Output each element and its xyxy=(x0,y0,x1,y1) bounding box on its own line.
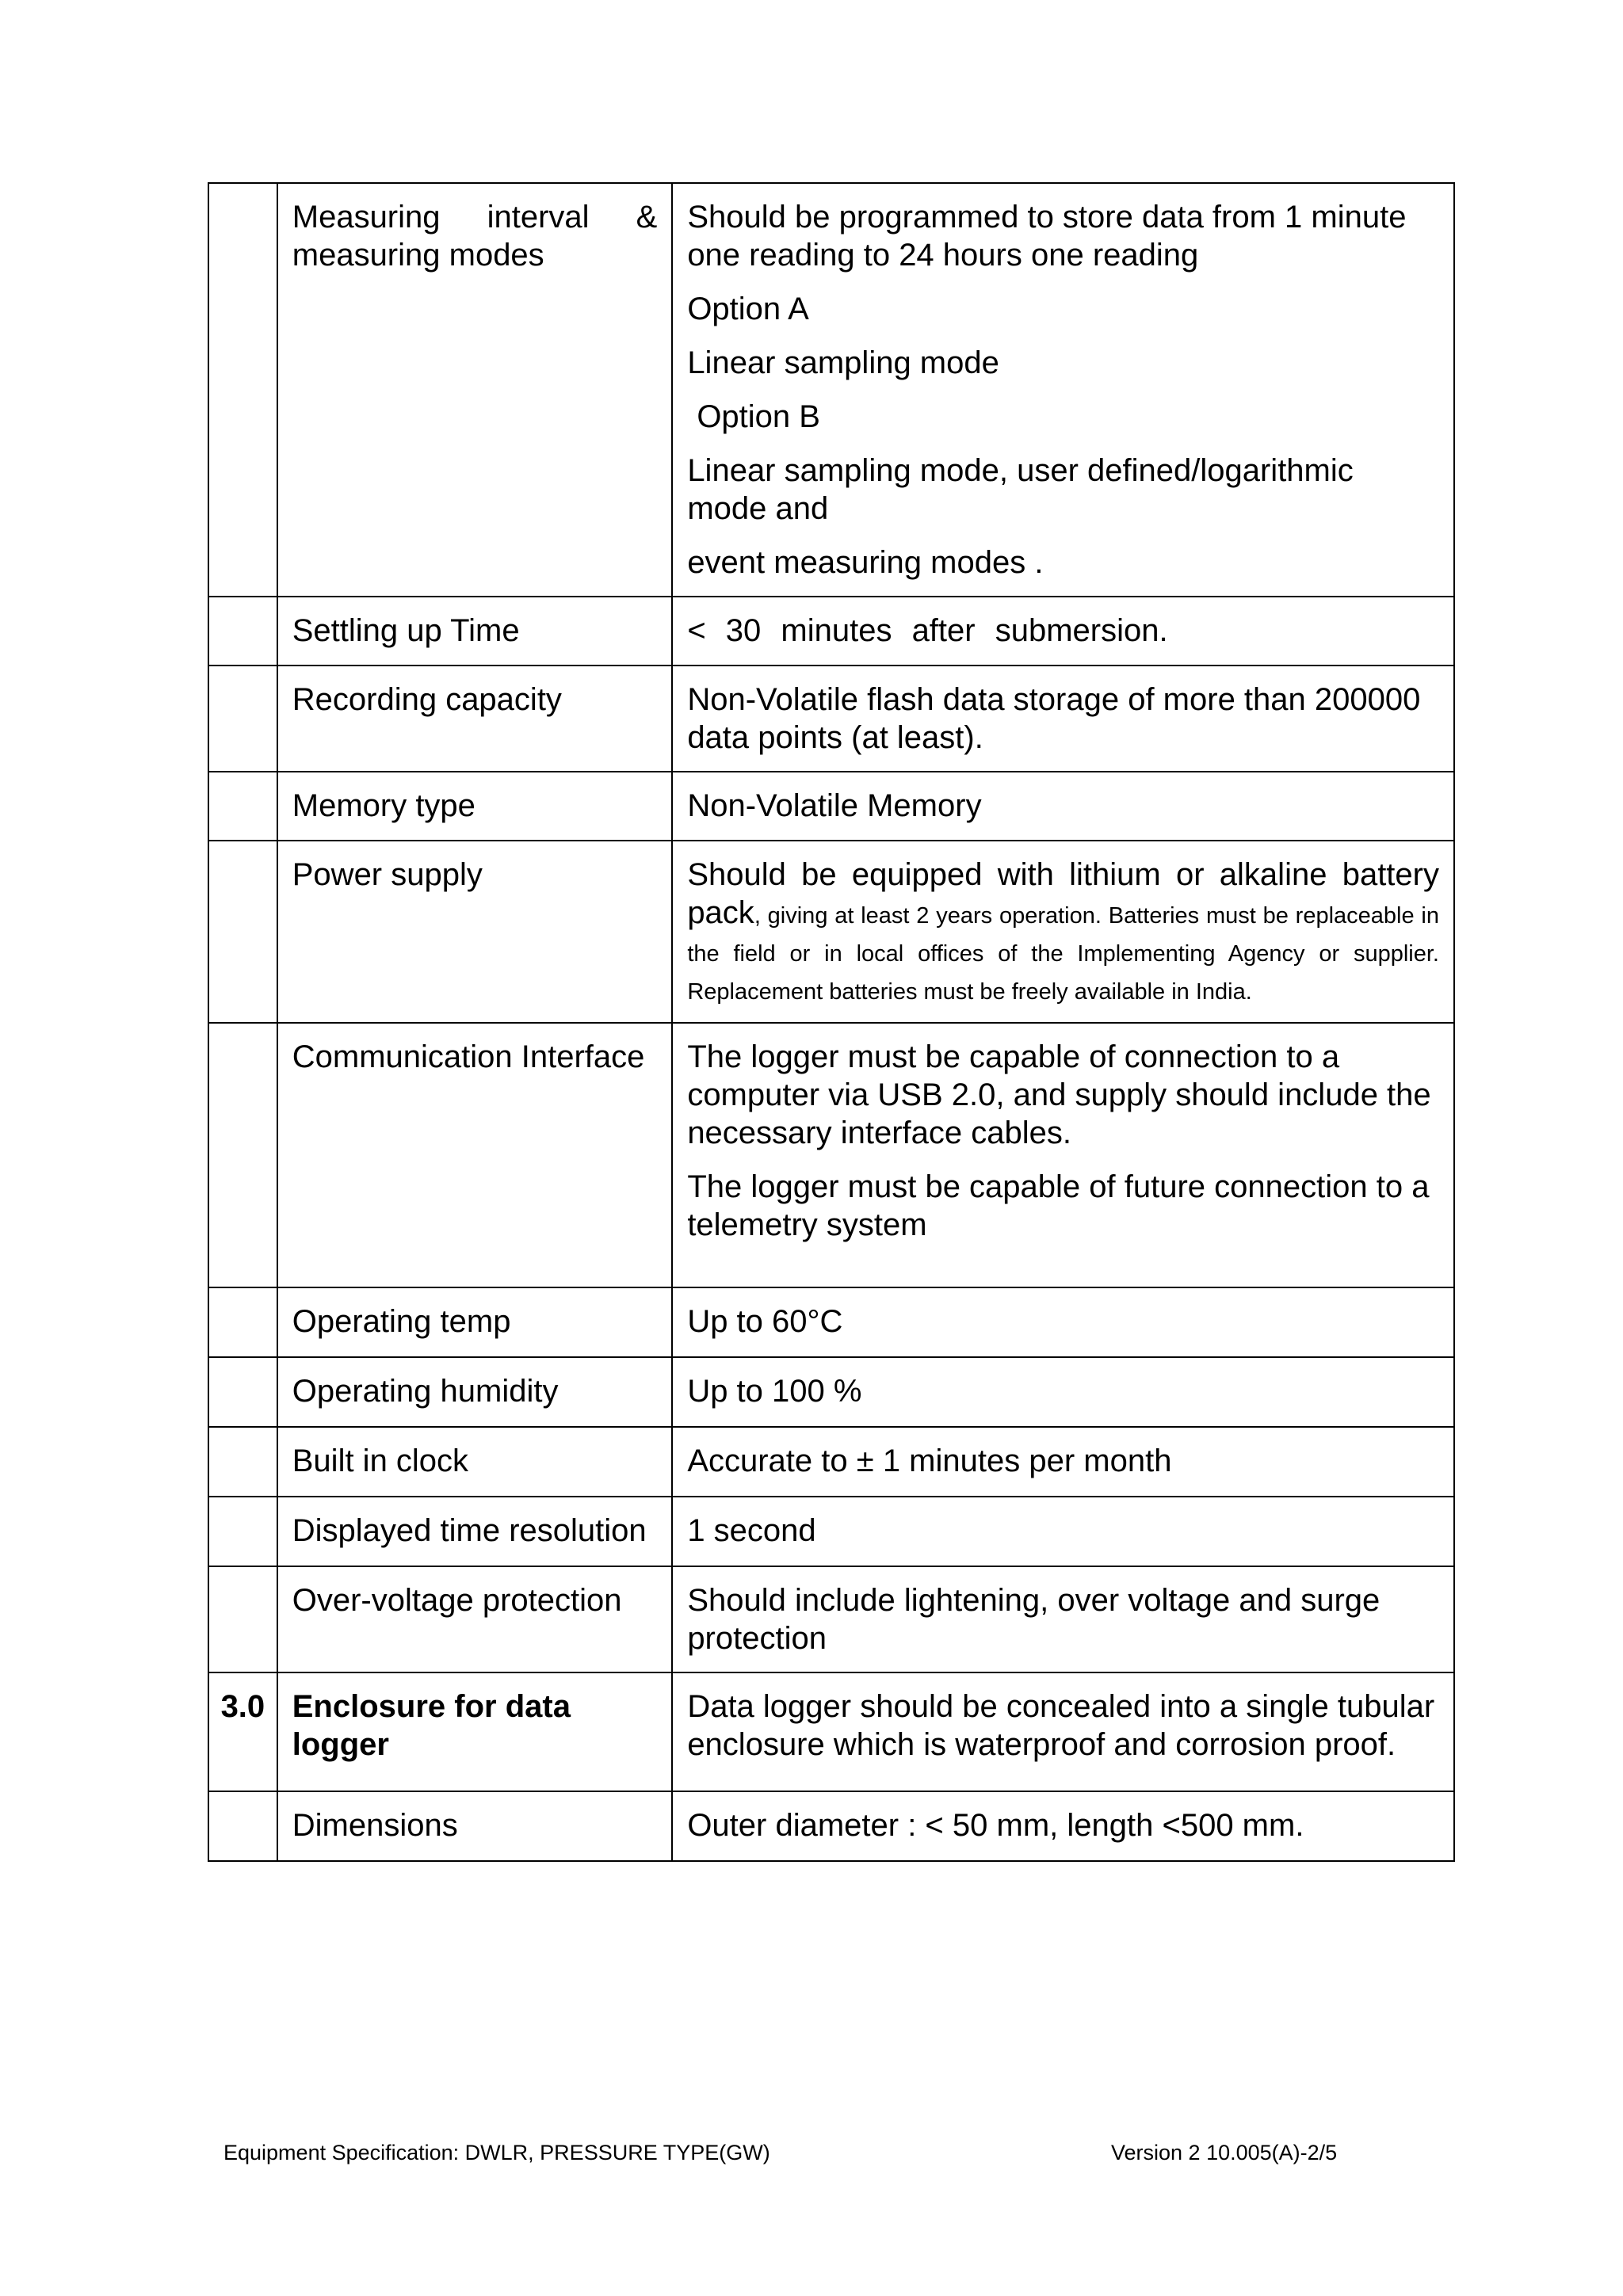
specification-text: Should be programmed to store data from 1 minute one reading to 24 hours one reading xyxy=(687,200,1407,273)
table-row xyxy=(208,1672,1454,1791)
specification-text: Up to 60°C xyxy=(687,1304,843,1339)
row-number xyxy=(208,1791,277,1861)
specification-cell xyxy=(672,183,1454,597)
parameter-label: Enclosure for data logger xyxy=(292,1689,571,1762)
specification-text: Non-Volatile Memory xyxy=(687,788,982,823)
parameter-label: Settling up Time xyxy=(292,613,520,648)
parameter-label: Communication Interface xyxy=(292,1039,645,1074)
specification-text: Data logger should be concealed into a single tubular enclosure which is waterproof and corrosion proof. xyxy=(687,1689,1435,1762)
specification-cell xyxy=(672,1287,1454,1357)
specification-text: Should include lightening, over voltage and surge protection xyxy=(687,1583,1381,1656)
specification-text: Up to 100 % xyxy=(687,1374,862,1409)
table-row xyxy=(208,597,1454,666)
row-number xyxy=(208,772,277,841)
table-row xyxy=(208,1497,1454,1566)
table-row xyxy=(208,183,1454,597)
table-row xyxy=(208,666,1454,772)
specification-cell xyxy=(672,1427,1454,1497)
table-row xyxy=(208,1427,1454,1497)
specification-cell xyxy=(672,1791,1454,1861)
specification-text: < 30 minutes after submersion. xyxy=(687,613,1168,648)
parameter-cell xyxy=(277,1357,673,1427)
table-row xyxy=(208,1023,1454,1287)
parameter-cell xyxy=(277,1497,673,1566)
specification-cell xyxy=(672,1672,1454,1791)
specification-text: Non-Volatile flash data storage of more than 200000 data points (at least). xyxy=(687,682,1421,755)
specification-cell xyxy=(672,841,1454,1023)
parameter-cell xyxy=(277,1287,673,1357)
specification-text: Linear sampling mode xyxy=(687,345,999,380)
parameter-cell xyxy=(277,772,673,841)
parameter-label: Operating temp xyxy=(292,1304,511,1339)
specification-cell xyxy=(672,772,1454,841)
parameter-cell xyxy=(277,1791,673,1861)
specification-cell xyxy=(672,666,1454,772)
specification-table xyxy=(208,182,1455,1862)
specification-text: event measuring modes . xyxy=(687,545,1044,580)
specification-text: Option B xyxy=(697,399,820,434)
specification-text: Linear sampling mode, user defined/logarithmic mode and xyxy=(687,453,1354,526)
row-number xyxy=(208,1023,277,1287)
table-row xyxy=(208,841,1454,1023)
parameter-cell xyxy=(277,666,673,772)
specification-text xyxy=(687,856,1439,1008)
specification-text: Outer diameter : < 50 mm, length <500 mm. xyxy=(687,1808,1304,1843)
specification-cell xyxy=(672,1566,1454,1672)
parameter-label: Memory type xyxy=(292,788,475,823)
row-number xyxy=(208,1357,277,1427)
parameter-label: Displayed time resolution xyxy=(292,1513,647,1548)
parameter-label: Power supply xyxy=(292,857,483,892)
parameter-label: Operating humidity xyxy=(292,1374,559,1409)
table-row xyxy=(208,1287,1454,1357)
specification-cell xyxy=(672,1357,1454,1427)
row-number: 3.0 xyxy=(208,1672,277,1791)
parameter-cell xyxy=(277,1672,673,1791)
footer-document-title: Equipment Specification: DWLR, PRESSURE TYPE(GW) xyxy=(223,2141,770,2164)
specification-cell xyxy=(672,1497,1454,1566)
specification-text: Option A xyxy=(687,292,809,326)
table-row xyxy=(208,772,1454,841)
parameter-label: Recording capacity xyxy=(292,682,562,717)
footer-version: Version 2 10.005(A)-2/5 xyxy=(1111,2141,1338,2164)
row-number xyxy=(208,1427,277,1497)
specification-cell xyxy=(672,1023,1454,1287)
specification-text: Accurate to ± 1 minutes per month xyxy=(687,1444,1172,1478)
parameter-cell xyxy=(277,183,673,597)
specification-text-small: , giving at least 2 years operation. Batteries must be replaceable in the field or in local offices of the Implementing Agency or supplier. Replacement batteries must be freely available in India. xyxy=(687,903,1439,1005)
row-number xyxy=(208,1497,277,1566)
parameter-label: Dimensions xyxy=(292,1808,458,1843)
table-row xyxy=(208,1791,1454,1861)
row-number xyxy=(208,183,277,597)
parameter-label: Built in clock xyxy=(292,1444,469,1478)
specification-text: 1 second xyxy=(687,1513,816,1548)
parameter-cell xyxy=(277,1566,673,1672)
parameter-cell xyxy=(277,1023,673,1287)
specification-cell xyxy=(672,597,1454,666)
row-number xyxy=(208,1287,277,1357)
parameter-cell xyxy=(277,1427,673,1497)
parameter-label: Measuring interval & measuring modes xyxy=(292,200,658,273)
table-row xyxy=(208,1357,1454,1427)
specification-text-large: Should be equipped with lithium or alkaline battery pack xyxy=(687,857,1439,930)
row-number xyxy=(208,666,277,772)
table-row xyxy=(208,1566,1454,1672)
row-number xyxy=(208,1566,277,1672)
parameter-cell xyxy=(277,597,673,666)
parameter-label: Over-voltage protection xyxy=(292,1583,622,1618)
parameter-cell xyxy=(277,841,673,1023)
row-number xyxy=(208,841,277,1023)
specification-text: The logger must be capable of connection to a computer via USB 2.0, and supply should include the necessary interface cables. xyxy=(687,1039,1431,1150)
specification-text: The logger must be capable of future connection to a telemetry system xyxy=(687,1169,1430,1242)
row-number xyxy=(208,597,277,666)
